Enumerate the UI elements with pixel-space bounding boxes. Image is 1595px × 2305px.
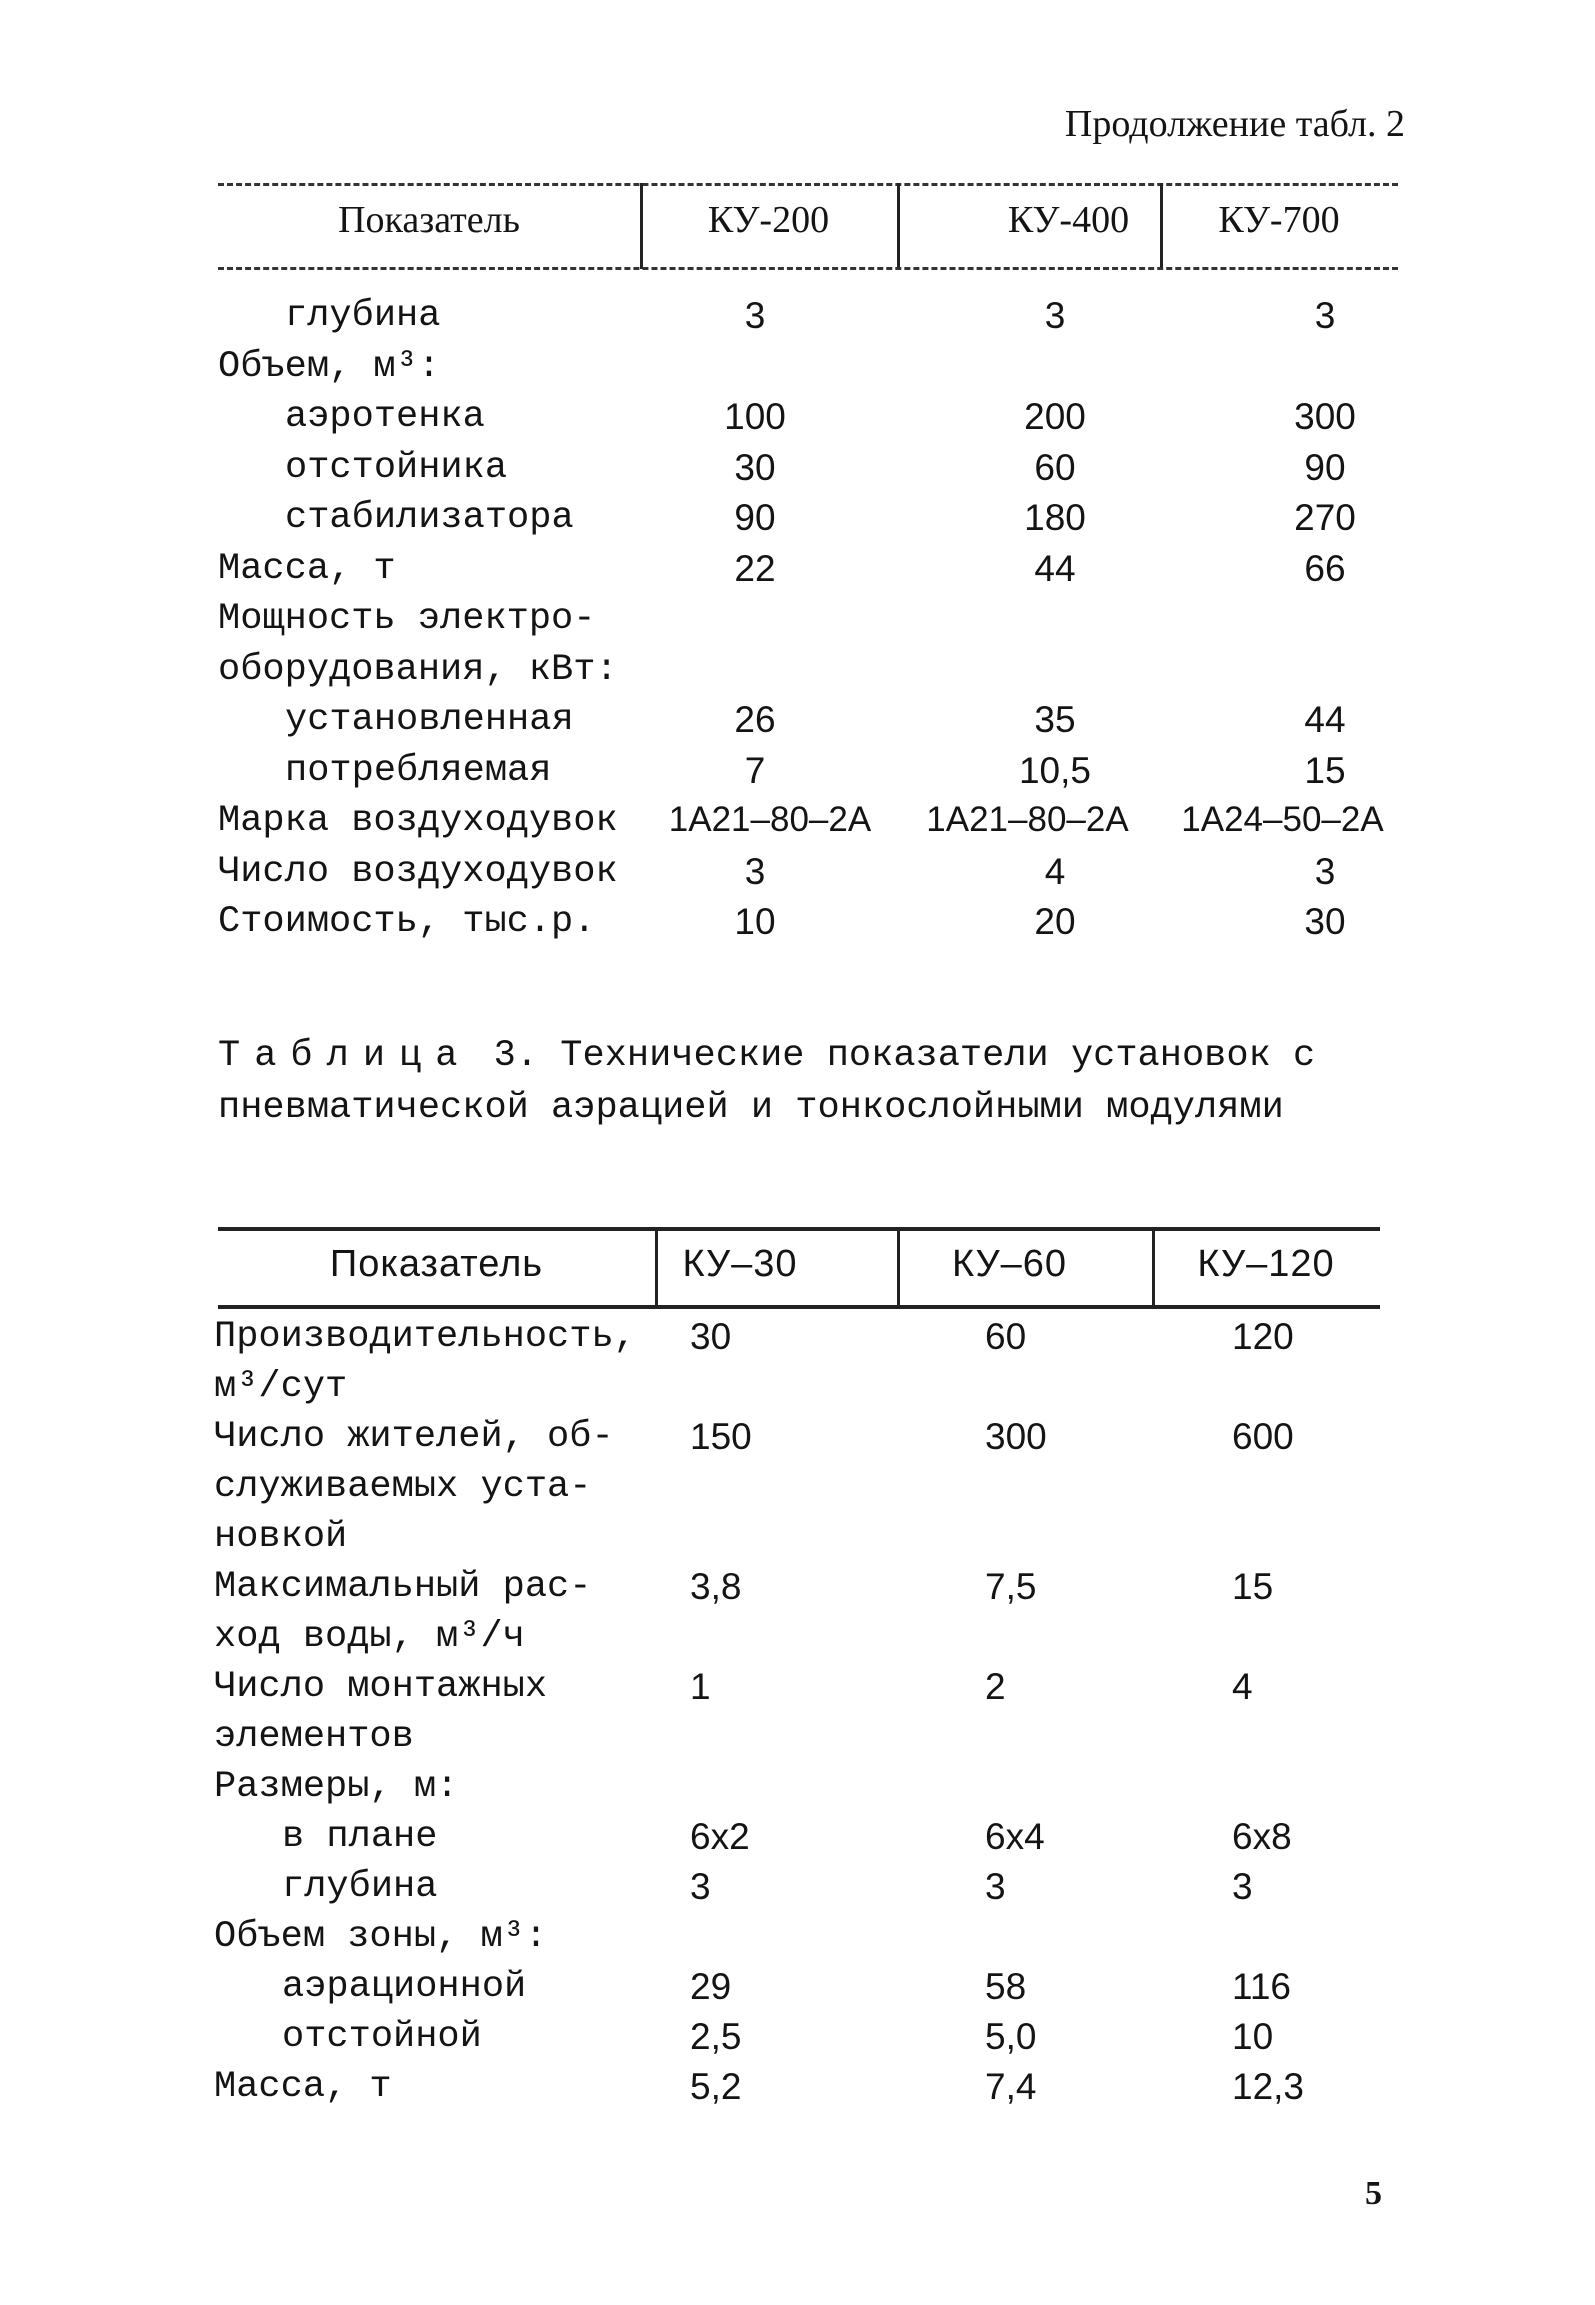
row-label: ход воды, м³/ч [214,1616,525,1658]
row-value: 1 [690,1666,711,1707]
row-value: 116 [1232,1966,1291,2007]
table-row [0,1466,1595,1516]
row-value: 1А21–80–2А [668,800,872,839]
row-label: служиваемых уста- [214,1466,592,1508]
table-3-header-ku60: КУ–60 [951,1243,1068,1285]
row-label: Размеры, м: [214,1766,459,1808]
table-row [0,598,1595,648]
table-row [0,851,1595,901]
row-label: в плане [282,1816,438,1858]
row-label: Марка воздуходувок [218,800,618,842]
table-3-title-text: 3. Технические показатели установок с пневматической аэрацией и тонкослойными модулями [218,1035,1316,1129]
row-value: 60 [985,1316,1027,1357]
row-value: 29 [690,1966,732,2007]
table-3-top-rule [218,1227,1380,1231]
row-value: 3 [985,1866,1006,1907]
table-row [0,1516,1595,1566]
row-value: 3 [1314,850,1336,892]
table-row [0,800,1595,850]
row-value: 15 [1232,1566,1274,1607]
table-row [0,699,1595,749]
row-value: 7,4 [985,2066,1037,2107]
row-value: 7 [744,749,766,791]
row-value: 3 [1044,295,1066,336]
row-value: 150 [690,1416,752,1457]
row-value: 180 [1024,497,1086,538]
row-value: 3,8 [690,1566,742,1607]
table-row [0,1716,1595,1766]
table-3-header-indicator: Показатель [329,1243,544,1285]
row-label: Масса, т [214,2066,392,2108]
row-label: новкой [214,1516,348,1558]
table-row [0,1766,1595,1816]
table-row [0,447,1595,497]
table-row [0,396,1595,446]
table-row [0,1416,1595,1466]
row-value: 12,3 [1232,2066,1305,2107]
row-label: установленная [285,699,574,741]
row-label: Объем, м³: [218,345,441,388]
table-row [0,1316,1595,1366]
row-value: 5,0 [985,2016,1037,2057]
row-value: 6х4 [985,1816,1045,1857]
row-value: 10 [1232,2016,1274,2057]
row-label: Масса, т [218,547,396,590]
row-value: 66 [1304,547,1346,589]
row-value: 600 [1232,1416,1294,1457]
row-value: 6х2 [690,1816,750,1857]
table-row [0,1666,1595,1716]
table-2-header-indicator: Показатель [338,199,520,241]
row-value: 270 [1294,497,1356,538]
row-value: 20 [1034,901,1076,942]
row-value: 3 [1232,1866,1253,1907]
row-value: 7,5 [985,1566,1037,1607]
table-3-header-ku30: КУ–30 [682,1243,798,1285]
row-label: Максимальный рас- [214,1566,592,1608]
row-value: 90 [1304,446,1346,488]
row-value: 10 [734,901,776,942]
row-value: 2,5 [690,2016,742,2057]
row-label: отстойника [285,446,508,489]
row-label: стабилизатора [285,497,574,539]
row-value: 90 [734,497,776,538]
row-value: 3 [744,850,766,892]
row-value: 5,2 [690,2066,742,2107]
table-3-title [218,1030,1418,1134]
row-value: 6х8 [1232,1816,1292,1857]
table-row [0,1816,1595,1866]
row-value: 30 [690,1316,732,1357]
table-row [0,649,1595,699]
table-row [0,1366,1595,1416]
table-row [0,2016,1595,2066]
row-value: 2 [985,1666,1006,1707]
table-row [0,295,1595,345]
table-row [0,346,1595,396]
row-value: 44 [1034,547,1076,589]
table-row [0,1616,1595,1666]
row-value: 35 [1034,699,1076,740]
row-value: 60 [1034,446,1076,488]
row-label: оборудования, кВт: [218,648,618,691]
table-2-header-ku200: КУ-200 [707,199,830,241]
row-value: 200 [1024,396,1086,437]
row-value: 22 [734,547,776,589]
row-value: 1А21–80–2А [926,800,1129,839]
row-value: 26 [734,699,776,740]
row-label: аэрационной [282,1966,527,2008]
table-row [0,1566,1595,1616]
table-continuation-caption: Продолжение табл. 2 [1064,103,1405,145]
table-3-header-rule [218,1305,1380,1309]
row-label: Число жителей, об- [214,1416,614,1458]
row-label: м³/сут [214,1366,348,1408]
table-2-header-divider [897,183,900,269]
row-label: Стоимость, тыс.р. [218,901,596,943]
row-value: 300 [1294,396,1356,437]
page-number: 5 [1365,2175,1382,2212]
row-value: 100 [724,396,786,437]
row-value: 300 [985,1416,1047,1457]
table-row [0,1966,1595,2016]
table-row [0,1866,1595,1916]
row-value: 15 [1304,749,1346,791]
row-value: 44 [1304,699,1346,740]
row-label: Мощность электро- [218,598,596,640]
row-label: отстойной [282,2016,482,2058]
table-row [0,2066,1595,2116]
table-3-header-ku120: КУ–120 [1197,1243,1335,1285]
table-2-header-ku700: КУ-700 [1218,199,1340,241]
row-value: 30 [1304,901,1346,942]
row-value: 1А24–50–2А [1181,800,1384,839]
table-2-header-rule [218,267,1398,270]
table-row [0,901,1595,951]
row-value: 3 [690,1866,711,1907]
row-label: глубина [282,1866,438,1908]
row-value: 58 [985,1966,1027,2007]
table-row [0,548,1595,598]
row-value: 120 [1232,1316,1294,1357]
row-value: 4 [1232,1666,1253,1707]
row-value: 10,5 [1018,749,1091,791]
row-label: аэротенка [285,396,485,438]
table-row [0,750,1595,800]
row-label: Производительность, [214,1316,636,1358]
row-label: элементов [214,1716,414,1758]
table-2-top-rule [218,183,1398,186]
row-label: потребляемая [285,749,552,792]
row-label: глубина [285,295,441,337]
row-label: Число воздуходувок [218,850,618,893]
row-value: 3 [744,295,766,336]
row-label: Объем зоны, м³: [214,1916,548,1958]
row-value: 30 [734,446,776,488]
table-2-header-ku400: КУ-400 [1007,199,1130,241]
table-3-title-lead: Таблица [218,1035,472,1077]
row-value: 4 [1044,850,1066,892]
table-row [0,1916,1595,1966]
table-row [0,497,1595,547]
row-label: Число монтажных [214,1666,548,1708]
row-value: 3 [1314,295,1336,336]
